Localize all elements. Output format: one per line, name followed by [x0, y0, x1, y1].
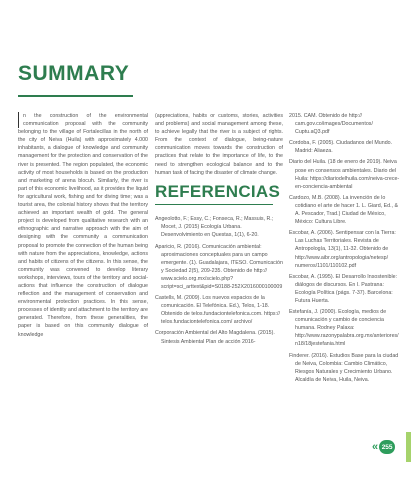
reference-item: Estefanía, J. (2000). Ecología, medios de comunicación y cambio de conciencia humana. Rodney Palaxa: http://www.razonypalabra.org.mx/anteriores/ n18/18jestefania.html	[289, 309, 399, 348]
reference-item: Aparicio, R. (2016). Comunicación ambiental: aproximaciones conceptuales para un campo emergente. (1). Guadalajara, ITESO. Comunicación y Sociedad 2(5), 209-235. Obtenido de http:// www.scielo.org.mx/scielo.php?script=sci_arttext&pid=S0188-252X2016000100009	[155, 243, 283, 290]
reference-item: Escobar, A. (2006). Sentipensar con la Tierra: Las Luchas Territoriales. Revista de Antropología, 13(1), 11-32. Obtenido de http://www.aibr.org/antropologia/netesp/ numeros/1101/110102.pdf	[289, 230, 396, 269]
reference-item: Cardozo, M.B. (2008). La invención de lo cotidiano el arte de hacer 1. L. Giard, Ed., & A. Pescador, Trad.) Ciudad de México, México: Cultura Libre.	[289, 194, 399, 226]
reference-item: 2015. CAM. Obtenido de http:// cam.gov.co/images/Documentos/ Cuptu.aQ3.pdf	[289, 113, 373, 136]
middle-column	[155, 112, 283, 349]
page-number-badge: 255	[379, 440, 395, 454]
chevron-left-double-icon: «	[372, 440, 379, 453]
reference-item: Finderer. (2016). Estudios Base para la ciudad de Neiva, Colombia: Cambio Climático, Riesgos Naturales y Crecimiento Urbano. Alcaldía de Neiva, Huila, Neiva.	[289, 352, 399, 383]
reference-item: Castells, M. (2009). Los nuevos espacios de la comunicación. El Telefónica. Ed.), Telos, 1-18. Obtenido de telos.fundaciontelefonica.com. https:// telos.fundaciontelefonica.com/ archivo/	[155, 295, 280, 326]
references-heading: REFERENCIAS	[155, 181, 281, 201]
reference-item: Corporación Ambiental del Alto Magdalena. (2015). Sintesis Ambiental Plan de acción 2016-	[155, 330, 275, 345]
summary-paragraph: n the construction of the environmental communication proposal with the community belonging to the village of Fortalecillas in the north of the city of Neiva (Huila) with approximately 4.000 inhabitants, a dialogue of knowledge and community management for the protection and conservation of the river is presented. The region populated, the economic activity of most households is based on the production and marketing of arena blocuh. Similarly, the river is part of this economic livelihood, as it provides the liquid for agricultural work, fishing and for diving time; was a tourist area, the colonial history shows that the territory achieved an important wealth of gold. The general project is developed from qualitative research with an ethnographic and narrative approach with the aim of designing with the community a communication proposal to promote the connection of the human being with nature from the appreciations, knowledge, actions and habits of citizens of the citizens. In this sense, the community was convened to develop literary workshops, interviews, tours of the territory and social-actions that influence the construction of dialogue reflection and the management of conservation and environmental protection practices. In this sense, processes of identity and attachment to the territory are generated. Therefore, from these generalities, the paper is based on this community dialogue of knowledge	[18, 113, 148, 338]
references-divider	[155, 204, 273, 206]
right-column	[289, 112, 401, 387]
drop-cap-i	[18, 112, 21, 128]
reference-item: Diario del Huila. (18 de enero de 2019). Neiva pose en consensos ambientales. Diario del Huila: https://diariodelhuila.com/neiva-crece-en-conciencia-ambiental	[289, 159, 400, 190]
page-edge-tab	[406, 432, 411, 462]
summary-heading: SUMMARY	[18, 62, 130, 85]
reference-item: Cordoba, F. (2005). Ciudadanos del Mundo. Madrid: Aliaeza.	[289, 140, 393, 155]
summary-column	[18, 112, 148, 339]
page-footer	[372, 440, 395, 454]
reference-item: Angeolotto, F.; Essy, C.; Fonseca, R.; Massuis, R.; Mocet, J. (2015) Ecología Urbana. Desenvolvimiento en Questas, 1(1), 6-20.	[155, 216, 274, 239]
reference-item: Escobar, A. (1995). El Desarrollo Insostenible: diálogos de discursos. En I. Pastrana: Ecología Política (págs. 7-37). Barcelona: Futura Huerta.	[289, 273, 398, 304]
summary-divider	[18, 95, 133, 97]
summary-continuation: (appreciations, habits or customs, stories, activities and problems) and social management among these, to achieve legally that the river is a subject of rights. From the context of dialogue, being-nature communication moves towards the construction of practices that relate to the importance of life, to the need to strengthen ecological balance and to the human task of facing the disaster of climate change.	[155, 113, 283, 176]
